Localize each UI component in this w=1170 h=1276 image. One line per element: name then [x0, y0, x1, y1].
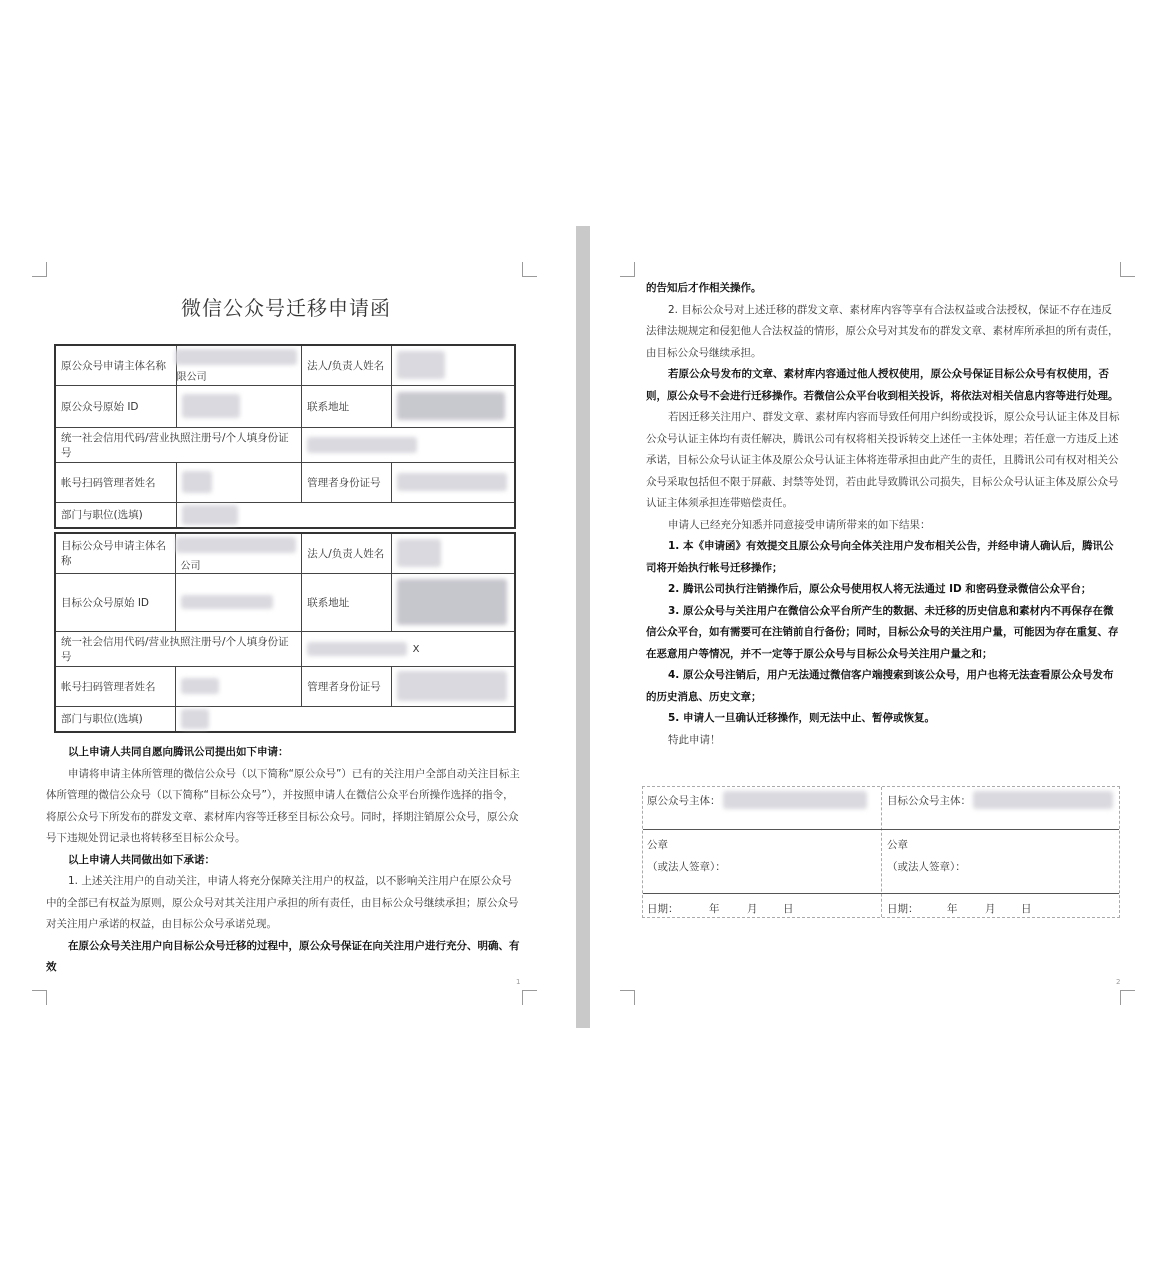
result-item-5: 5. 申请人一旦确认迁移操作，则无法中止、暂停或恢复。 [668, 712, 935, 724]
target-subject-tail: 公司 [180, 560, 201, 572]
result-item-3: 3. 原公众号与关注用户在微信公众平台所产生的数据、未迁移的历史信息和素材内不再保存在微信公众平台，如有需要可在注销前自行备份；同时，目标公众号的关注用户量，可能因为存在重复、存在恶意用户等情况，并不一定等于原公众号与目标公众号关注用户量之和； [646, 604, 1119, 660]
label-target-address: 联系地址 [302, 573, 391, 631]
source-subject-tail: 限公司 [176, 371, 207, 383]
field-source-legal-person[interactable] [391, 345, 515, 385]
label-target-admin-name: 帐号扫码管理者姓名 [55, 666, 176, 706]
field-target-id[interactable] [176, 573, 302, 631]
source-seal-label: 公章 [647, 839, 668, 851]
results-heading: 申请人已经充分知悉并同意接受申请所带来的如下结果： [668, 518, 931, 531]
request-heading: 以上申请人共同自愿向腾讯公司提出如下申请： [68, 746, 289, 758]
notice-continuation: 的告知后才作相关操作。 [646, 282, 762, 294]
field-source-admin-id[interactable] [391, 462, 515, 502]
crop-mark [522, 262, 537, 277]
field-source-credit-code[interactable] [302, 427, 515, 462]
crop-mark [620, 262, 635, 277]
label-target-department: 部门与职位(选填) [55, 706, 176, 732]
authorization-paragraph: 若原公众号发布的文章、素材库内容通过他人授权使用，原公众号保证目标公众号有权使用，否则，原公众号不会进行迁移操作。若微信公众平台收到相关投诉，将依法对相关信息内容等进行处理。 [646, 368, 1119, 402]
crop-mark [1120, 990, 1135, 1005]
commitment-heading: 以上申请人共同做出如下承诺： [68, 853, 215, 866]
label-target-subject: 目标公众号申请主体名称 [55, 533, 176, 573]
source-date-year: 年 [709, 903, 720, 915]
field-target-admin-name[interactable] [176, 666, 302, 706]
source-sign-note: （或法人签章）： [647, 861, 726, 873]
label-source-credit-code: 统一社会信用代码/营业执照注册号/个人填身份证号 [55, 427, 302, 462]
commitment-item-1: 1. 上述关注用户的自动关注，申请人将充分保障关注用户的权益，以不影响关注用户在原公众号中的全部已有权益为原则，原公众号对其关注用户承担的所有责任，由目标公众号继续承担；原公众号对关注用户承诺的权益，由目标公众号承诺兑现。 [46, 875, 519, 930]
target-subject-value[interactable] [973, 791, 1113, 809]
label-target-credit-code: 统一社会信用代码/营业执照注册号/个人填身份证号 [55, 631, 302, 666]
result-item-1: 1. 本《申请函》有效提交且原公众号向全体关注用户发布相关公告，并经申请人确认后，腾讯公司将开始执行帐号迁移操作； [646, 540, 1114, 574]
label-source-department: 部门与职位(选填) [55, 502, 176, 528]
field-target-admin-id[interactable] [391, 666, 515, 706]
source-account-table [54, 344, 516, 529]
result-item-2: 2. 腾讯公司执行注销操作后，原公众号使用权人将无法通过 ID 和密码登录微信公众平台； [668, 583, 1092, 595]
label-source-legal-person: 法人/负责人姓名 [302, 345, 391, 385]
signature-divider [881, 787, 882, 917]
page-number: 1 [516, 978, 521, 986]
target-date-year: 年 [947, 903, 958, 915]
page-left [0, 228, 572, 1028]
target-sign-note: （或法人签章）： [887, 861, 966, 873]
source-date-month: 月 [747, 903, 758, 915]
label-source-admin-name: 帐号扫码管理者姓名 [55, 462, 176, 502]
label-source-subject: 原公众号申请主体名称 [55, 345, 176, 385]
target-seal-label: 公章 [887, 839, 908, 851]
page-divider [576, 226, 590, 1028]
field-source-subject[interactable] [176, 345, 301, 385]
label-source-address: 联系地址 [302, 385, 391, 427]
document-title: 微信公众号迁移申请函 [181, 296, 391, 320]
commitment-item-2: 2. 目标公众号对上述迁移的群发文章、素材库内容等享有合法权益或合法授权，保证不存在违反法律法规规定和侵犯他人合法权益的情形，原公众号对其发布的群发文章、素材库所承担的所有责任，由目标公众号继续承担。 [646, 303, 1119, 359]
closing-text: 特此申请！ [668, 733, 721, 746]
signature-line [643, 893, 1119, 894]
signature-line [643, 829, 1119, 830]
label-target-admin-id: 管理者身份证号 [302, 666, 391, 706]
source-subject-value[interactable] [723, 791, 867, 809]
field-source-address[interactable] [391, 385, 515, 427]
result-item-4: 4. 原公众号注销后，用户无法通过微信客户端搜索到该公众号，用户也将无法查看原公众号发布的历史消息、历史文章； [646, 669, 1114, 703]
target-date-month: 月 [985, 903, 996, 915]
page-right [594, 228, 1170, 1028]
crop-mark [620, 990, 635, 1005]
right-body-text [646, 278, 1120, 751]
crop-mark [522, 990, 537, 1005]
target-date-day: 日 [1021, 903, 1032, 915]
crop-mark [32, 990, 47, 1005]
label-source-id: 原公众号原始 ID [55, 385, 176, 427]
target-date-label: 日期： [887, 903, 919, 915]
field-target-subject[interactable] [176, 533, 302, 573]
signature-table [642, 786, 1120, 918]
target-credit-code-tail: X [412, 643, 420, 655]
source-date-label: 日期： [647, 903, 679, 915]
source-subject-label: 原公众号主体： [647, 795, 721, 807]
label-target-id: 目标公众号原始 ID [55, 573, 176, 631]
crop-mark [32, 262, 47, 277]
field-source-admin-name[interactable] [176, 462, 301, 502]
source-date-day: 日 [783, 903, 794, 915]
label-source-admin-id: 管理者身份证号 [302, 462, 391, 502]
crop-mark [1120, 262, 1135, 277]
target-account-table [54, 532, 516, 733]
request-paragraph: 申请将申请主体所管理的微信公众号（以下简称“原公众号”）已有的关注用户全部自动关注目标主体所管理的微信公众号（以下简称“目标公众号”），并按照申请人在微信公众平台所操作选择的指令，将原公众号下所发布的群发文章、素材库内容等迁移至目标公众号。同时，择期注销原公众号，原公众号下违规处罚记录也将转移至目标公众号。 [46, 767, 520, 844]
commitment-notice: 在原公众号关注用户向目标公众号迁移的过程中，原公众号保证在向关注用户进行充分、明确、有效 [46, 939, 520, 973]
field-source-id[interactable] [176, 385, 301, 427]
field-target-address[interactable] [391, 573, 515, 631]
field-target-legal-person[interactable] [391, 533, 515, 573]
label-target-legal-person: 法人/负责人姓名 [302, 533, 391, 573]
target-subject-label: 目标公众号主体： [887, 795, 971, 807]
left-body-text [46, 742, 522, 979]
field-source-department[interactable] [176, 502, 515, 528]
page-number: 2 [1116, 978, 1121, 986]
field-target-department[interactable] [176, 706, 515, 732]
dispute-paragraph: 若因迁移关注用户、群发文章、素材库内容而导致任何用户纠纷或投诉，原公众号认证主体及目标公众号认证主体均有责任解决，腾讯公司有权将相关投诉转交上述任一主体处理；若任意一方违反上述承诺，目标公众号认证主体及原公众号认证主体将连带承担由此产生的责任，且腾讯公司有权对相关公众号采取包括但不限于屏蔽、封禁等处罚，若由此导致腾讯公司损失，目标公众号认证主体及原公众号认证主体须承担连带赔偿责任。 [646, 411, 1120, 509]
field-target-credit-code[interactable] [302, 631, 515, 666]
